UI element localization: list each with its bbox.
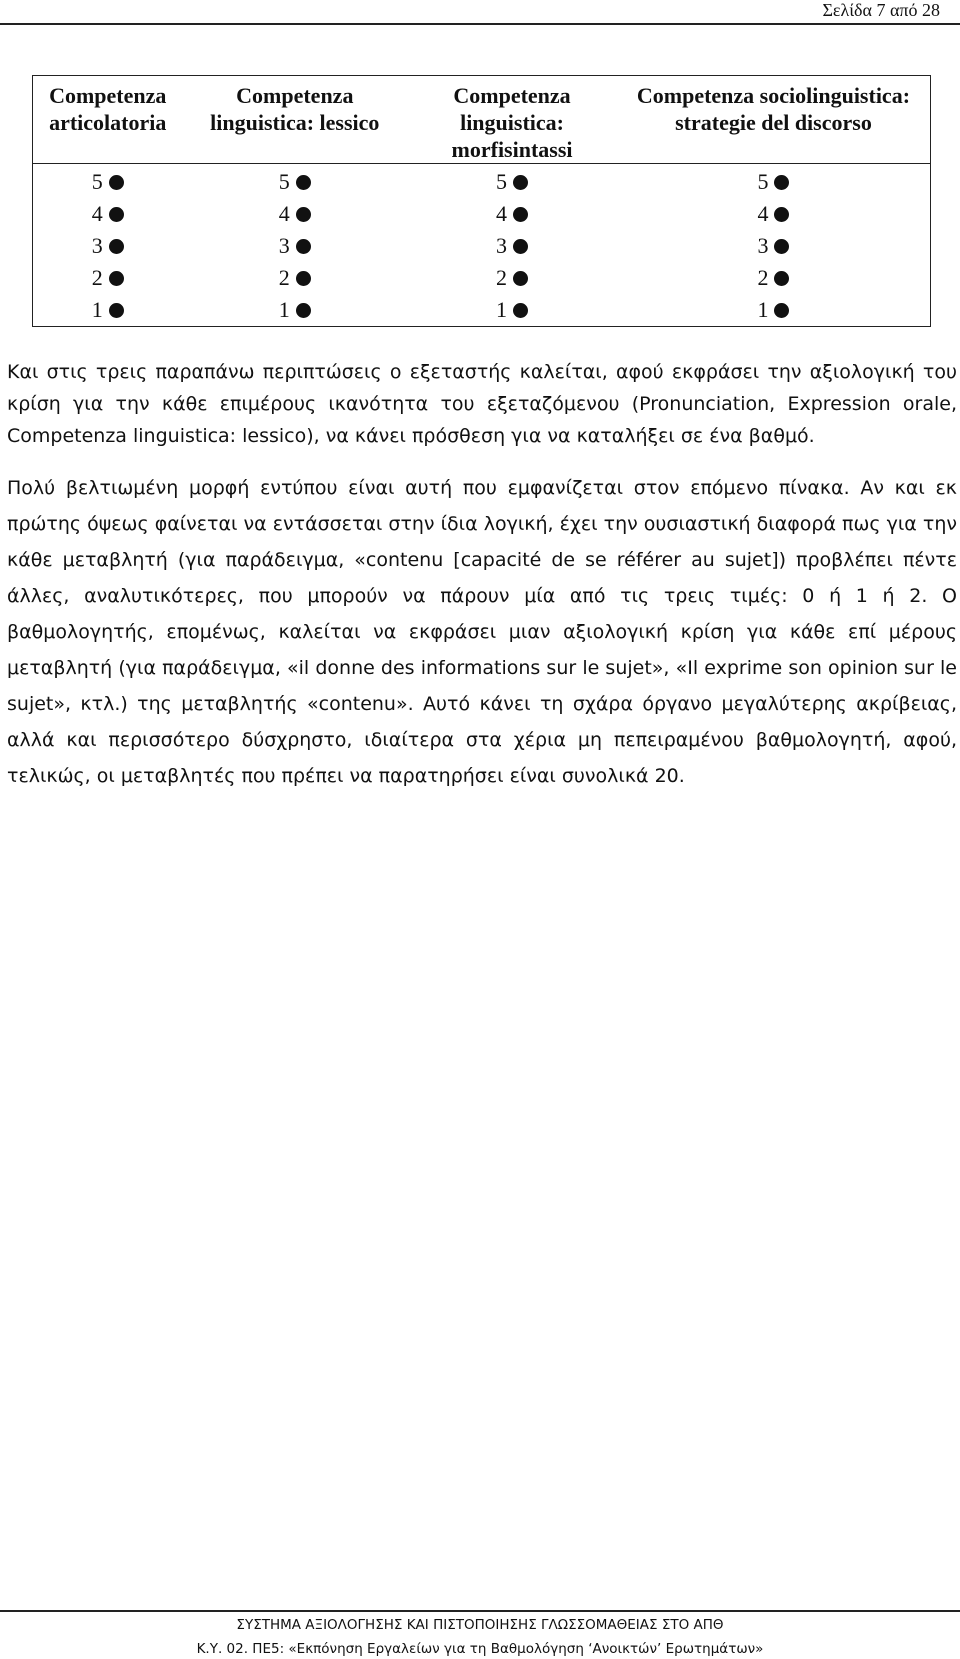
table-row xyxy=(33,294,931,327)
score-option-cell[interactable] xyxy=(33,198,183,230)
filled-circle-icon[interactable] xyxy=(296,271,311,286)
score-option-cell[interactable] xyxy=(33,262,183,294)
column-header: Competenza sociolinguistica: strategie del discorso xyxy=(617,76,931,164)
filled-circle-icon[interactable] xyxy=(513,271,528,286)
filled-circle-icon[interactable] xyxy=(109,239,124,254)
score-option-cell[interactable] xyxy=(617,262,931,294)
score-option-cell[interactable] xyxy=(33,230,183,262)
filled-circle-icon[interactable] xyxy=(296,239,311,254)
score-value: 1 xyxy=(278,297,290,322)
filled-circle-icon[interactable] xyxy=(109,303,124,318)
filled-circle-icon[interactable] xyxy=(513,175,528,190)
page-number: Σελίδα 7 από 28 xyxy=(822,0,940,20)
filled-circle-icon[interactable] xyxy=(109,207,124,222)
score-value: 2 xyxy=(91,265,103,290)
score-value: 2 xyxy=(496,265,508,290)
filled-circle-icon[interactable] xyxy=(774,271,789,286)
filled-circle-icon[interactable] xyxy=(774,175,789,190)
score-option-cell[interactable] xyxy=(182,262,407,294)
score-value: 4 xyxy=(91,201,103,226)
filled-circle-icon[interactable] xyxy=(513,239,528,254)
score-value: 4 xyxy=(757,201,769,226)
header-divider xyxy=(0,23,960,25)
score-option-cell[interactable] xyxy=(182,230,407,262)
score-value: 5 xyxy=(496,169,508,194)
column-header: Competenza linguistica: lessico xyxy=(182,76,407,164)
score-value: 1 xyxy=(91,297,103,322)
score-option-cell[interactable] xyxy=(617,294,931,327)
filled-circle-icon[interactable] xyxy=(296,175,311,190)
score-value: 2 xyxy=(278,265,290,290)
score-option-cell[interactable] xyxy=(407,294,617,327)
score-value: 5 xyxy=(757,169,769,194)
column-header: Competenza linguistica: morfisintassi xyxy=(407,76,617,164)
score-option-cell[interactable] xyxy=(182,198,407,230)
filled-circle-icon[interactable] xyxy=(513,207,528,222)
score-value: 3 xyxy=(757,233,769,258)
filled-circle-icon[interactable] xyxy=(109,271,124,286)
score-option-cell[interactable] xyxy=(182,164,407,199)
score-option-cell[interactable] xyxy=(407,164,617,199)
table-row xyxy=(33,198,931,230)
filled-circle-icon[interactable] xyxy=(513,303,528,318)
table-row xyxy=(33,262,931,294)
score-value: 3 xyxy=(278,233,290,258)
score-option-cell[interactable] xyxy=(617,164,931,199)
filled-circle-icon[interactable] xyxy=(296,303,311,318)
footer-divider xyxy=(0,1610,960,1612)
paragraph-summation-note: Και στις τρεις παραπάνω περιπτώσεις ο εξεταστής καλείται, αφού εκφράσει την αξιολογική του κρίση για την κάθε επιμέρους ικανότητα του εξεταζόμενου (Pronunciation, Expression orale, Competenza linguistica: lessico), να κάνει πρόσθεση για να καταλήξει σε ένα βαθμό. xyxy=(7,361,957,447)
score-value: 3 xyxy=(91,233,103,258)
score-option-cell[interactable] xyxy=(407,198,617,230)
score-option-cell[interactable] xyxy=(617,230,931,262)
score-option-cell[interactable] xyxy=(617,198,931,230)
filled-circle-icon[interactable] xyxy=(109,175,124,190)
filled-circle-icon[interactable] xyxy=(774,207,789,222)
table-header-row xyxy=(33,76,931,164)
score-option-cell[interactable] xyxy=(407,262,617,294)
score-option-cell[interactable] xyxy=(407,230,617,262)
score-value: 1 xyxy=(757,297,769,322)
footer-line-1: ΣΥΣΤΗΜΑ ΑΞΙΟΛΟΓΗΣΗΣ ΚΑΙ ΠΙΣΤΟΠΟΙΗΣΗΣ ΓΛΩΣΣΟΜΑΘΕΙΑΣ ΣΤΟ ΑΠΘ xyxy=(236,1617,724,1633)
table-row xyxy=(33,164,931,199)
table-row xyxy=(33,230,931,262)
filled-circle-icon[interactable] xyxy=(774,303,789,318)
paragraph-improved-form: Πολύ βελτιωμένη μορφή εντύπου είναι αυτή που εμφανίζεται στον επόμενο πίνακα. Αν και εκ πρώτης όψεως φαίνεται να εντάσσεται στην ίδια λογική, έχει την ουσιαστική διαφορά πως για την κάθε μεταβλητή (για παράδειγμα, «contenu [capacité de se référer au sujet]) προβλέπει πέντε άλλες, αναλυτικότερες, που μπορούν να πάρουν μία από τις τρεις τιμές: 0 ή 1 ή 2. Ο βαθμολογητής, επομένως, καλείται να εκφράσει μιαν αξιολογική κρίση για κάθε επί μέρους μεταβλητή (για παράδειγμα, «il donne des informations sur le sujet», «Il exprime son opinion sur le sujet», κτλ.) της μεταβλητής «contenu». Αυτό κάνει τη σχάρα όργανο μεγαλύτερης ακρίβειας, αλλά και περισσότερο δύσχρηστο, ιδιαίτερα στα χέρια μη πεπειραμένου βαθμολογητή, αφού, τελικώς, οι μεταβλητές που πρέπει να παρατηρήσει είναι συνολικά 20. xyxy=(7,477,957,787)
score-option-cell[interactable] xyxy=(182,294,407,327)
rating-scale-table xyxy=(32,75,931,327)
score-value: 3 xyxy=(496,233,508,258)
score-option-cell[interactable] xyxy=(33,164,183,199)
score-value: 5 xyxy=(91,169,103,194)
filled-circle-icon[interactable] xyxy=(774,239,789,254)
score-value: 4 xyxy=(496,201,508,226)
score-value: 2 xyxy=(757,265,769,290)
score-value: 4 xyxy=(278,201,290,226)
column-header: Competenza articolatoria xyxy=(33,76,183,164)
score-value: 5 xyxy=(278,169,290,194)
score-option-cell[interactable] xyxy=(33,294,183,327)
score-value: 1 xyxy=(496,297,508,322)
filled-circle-icon[interactable] xyxy=(296,207,311,222)
footer-line-2: Κ.Υ. 02. ΠΕ5: «Εκπόνηση Εργαλείων για τη Βαθμολόγηση ‘Ανοικτών’ Ερωτημάτων» xyxy=(196,1641,764,1657)
